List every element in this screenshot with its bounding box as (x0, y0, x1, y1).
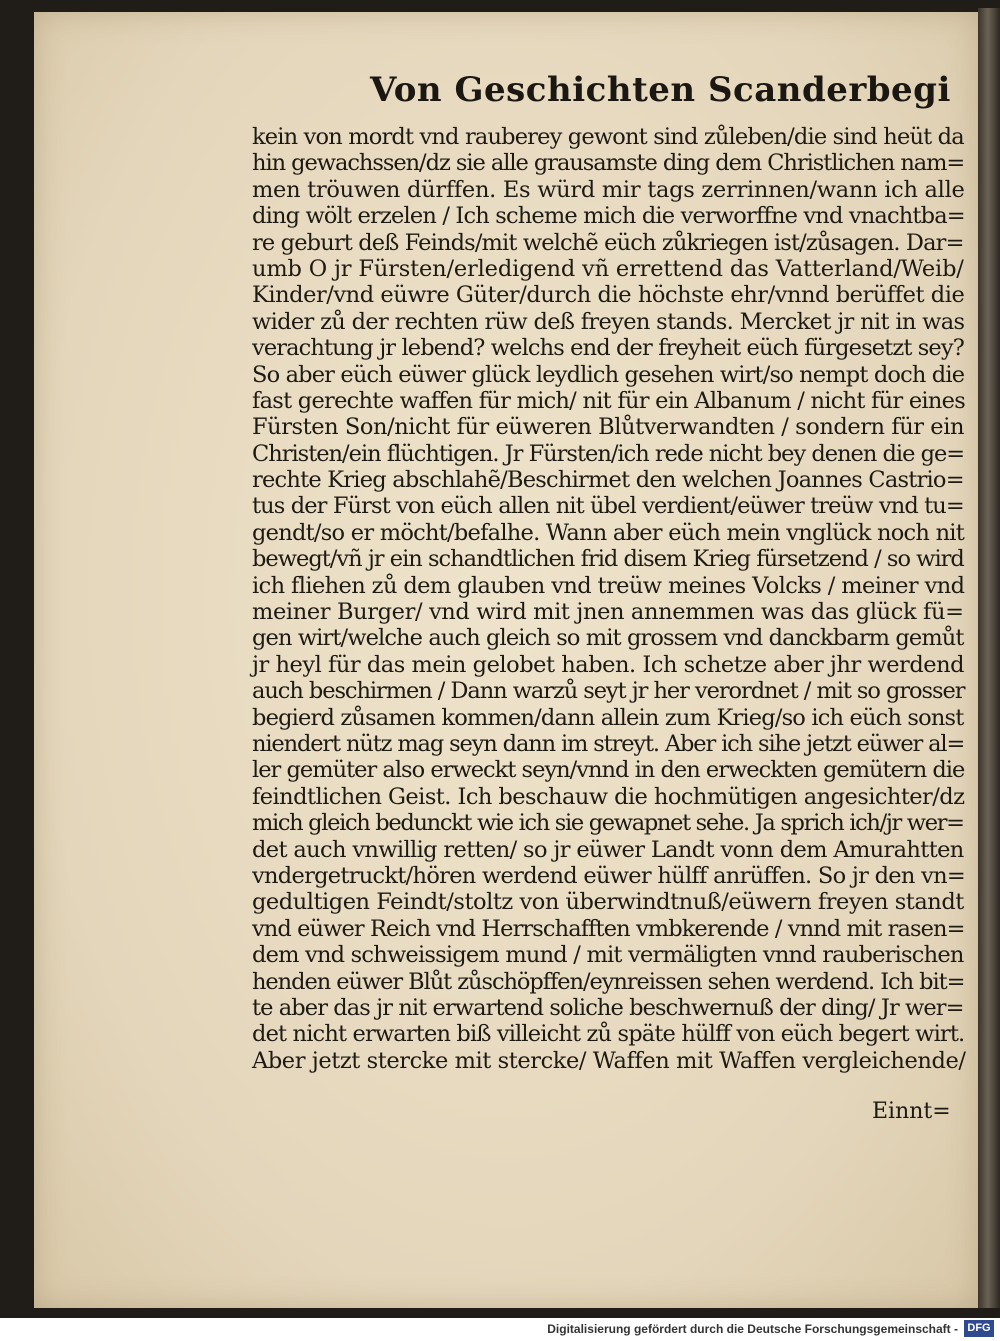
text-line: ding wölt erzelen / Ich scheme mich die verworffne vnd vnachtba= (252, 203, 965, 230)
running-header: Von Geschichten Scanderbegi (370, 70, 951, 110)
text-line: dem vnd schweissigem mund / mit vermäligten vnnd rauberischen (252, 942, 964, 969)
text-line: fast gerechte waffen für mich/ nit für ein Albanum / nicht für eines (252, 387, 966, 414)
text-line: vnd eüwer Reich vnd Herrschafften vmbkerende / vnnd mit rasen= (252, 915, 965, 942)
text-line: meiner Burger/ vnd wird mit jnen annemmen was das glück fü= (252, 599, 964, 626)
text-line: Christen/ein flüchtigen. Jr Fürsten/ich rede nicht bey denen die ge= (252, 440, 965, 467)
text-line: niendert nütz mag seyn dann im streyt. Aber ich sihe jetzt eüwer al= (252, 730, 965, 757)
text-line: jr heyl für das mein gelobet haben. Ich schetze aber jhr werdend (252, 651, 965, 678)
text-line: henden eüwer Blůt zůschöpffen/eynreissen sehen werdend. Ich bit= (252, 968, 965, 995)
text-line: gen wirt/welche auch gleich so mit grossem vnd danckbarm gemůt (252, 625, 964, 652)
text-line: umb O jr Fürsten/erledigend vñ errettend das Vatterland/Weib/ (252, 255, 964, 282)
page-body-text (252, 124, 964, 1074)
text-line: vndergetruckt/hören werdend eüwer hülff anrüffen. So jr den vn= (252, 862, 965, 889)
catchword: Einnt= (872, 1099, 951, 1124)
funding-credit: Digitalisierung gefördert durch die Deutsche Forschungsgemeinschaft - (547, 1322, 958, 1336)
text-line: Kinder/vnd eüwre Güter/durch die höchste ehr/vnnd berüffet die (252, 282, 965, 309)
text-line: Fürsten Son/nicht für eüweren Blůtverwandten / sondern für ein (252, 414, 965, 441)
text-line: hin gewachssen/dz sie alle grausamste ding dem Christlichen nam= (252, 150, 965, 177)
text-line: verachtung jr lebend? welchs end der freyheit eüch fürgesetzt sey? (252, 335, 964, 362)
text-line: gedultigen Feindt/stoltz von überwindtnuß/eüwern freyen standt (252, 889, 964, 916)
text-line: Aber jetzt stercke mit stercke/ Waffen mit Waffen vergleichende/ (252, 1047, 966, 1074)
text-line: begierd zůsamen kommen/dann allein zum Krieg/so ich eüch sonst (252, 704, 964, 731)
text-line: mich gleich bedunckt wie ich sie gewapnet sehe. Ja sprich ich/jr wer= (252, 810, 964, 837)
text-line: gendt/so er möcht/befalhe. Wann aber eüch mein vnglück noch nit (252, 519, 965, 546)
text-line: auch beschirmen / Dann warzů seyt jr her verordnet / mit so grosser (252, 678, 965, 705)
text-line: det auch vnwillig retten/ so jr eüwer Landt vonn dem Amurahtten (252, 836, 964, 863)
dfg-logo: DFG (964, 1320, 994, 1337)
text-line: wider zů der rechten rüw deß freyen stands. Mercket jr nit in was (252, 308, 965, 335)
text-line: re geburt deß Feinds/mit welchẽ eüch zůkriegen ist/zůsagen. Dar= (252, 229, 964, 256)
text-line: det nicht erwarten biß villeicht zů späte hülff von eüch begert wirt. (252, 1021, 965, 1048)
text-line: bewegt/vñ jr ein schandtlichen frid disem Krieg fürsetzend / so wird (252, 546, 964, 573)
text-line: kein von mordt vnd rauberey gewont sind zůleben/die sind heüt da (252, 124, 964, 150)
text-line: rechte Krieg abschlahẽ/Beschirmet den welchen Joannes Castrio= (252, 467, 964, 494)
text-line: te aber das jr nit erwartend soliche beschwernuß der ding/ Jr wer= (252, 994, 964, 1021)
text-line: men tröuwen dürffen. Es würd mir tags zerrinnen/wann ich alle (252, 176, 965, 203)
page-edge (978, 8, 1000, 1308)
text-line: So aber eüch eüwer glück leydlich gesehen wirt/so nempt doch die (252, 361, 965, 388)
text-line: ler gemüter also erweckt seyn/vnnd in den erweckten gemütern die (252, 757, 965, 784)
text-line: tus der Fürst von eüch allen nit übel verdient/eüwer treüw vnd tu= (252, 493, 964, 520)
text-line: ich fliehen zů dem glauben vnd treüw meines Volcks / meiner vnd (252, 572, 965, 599)
text-line: feindtlichen Geist. Ich beschauw die hochmütigen angesichter/dz (252, 783, 965, 810)
